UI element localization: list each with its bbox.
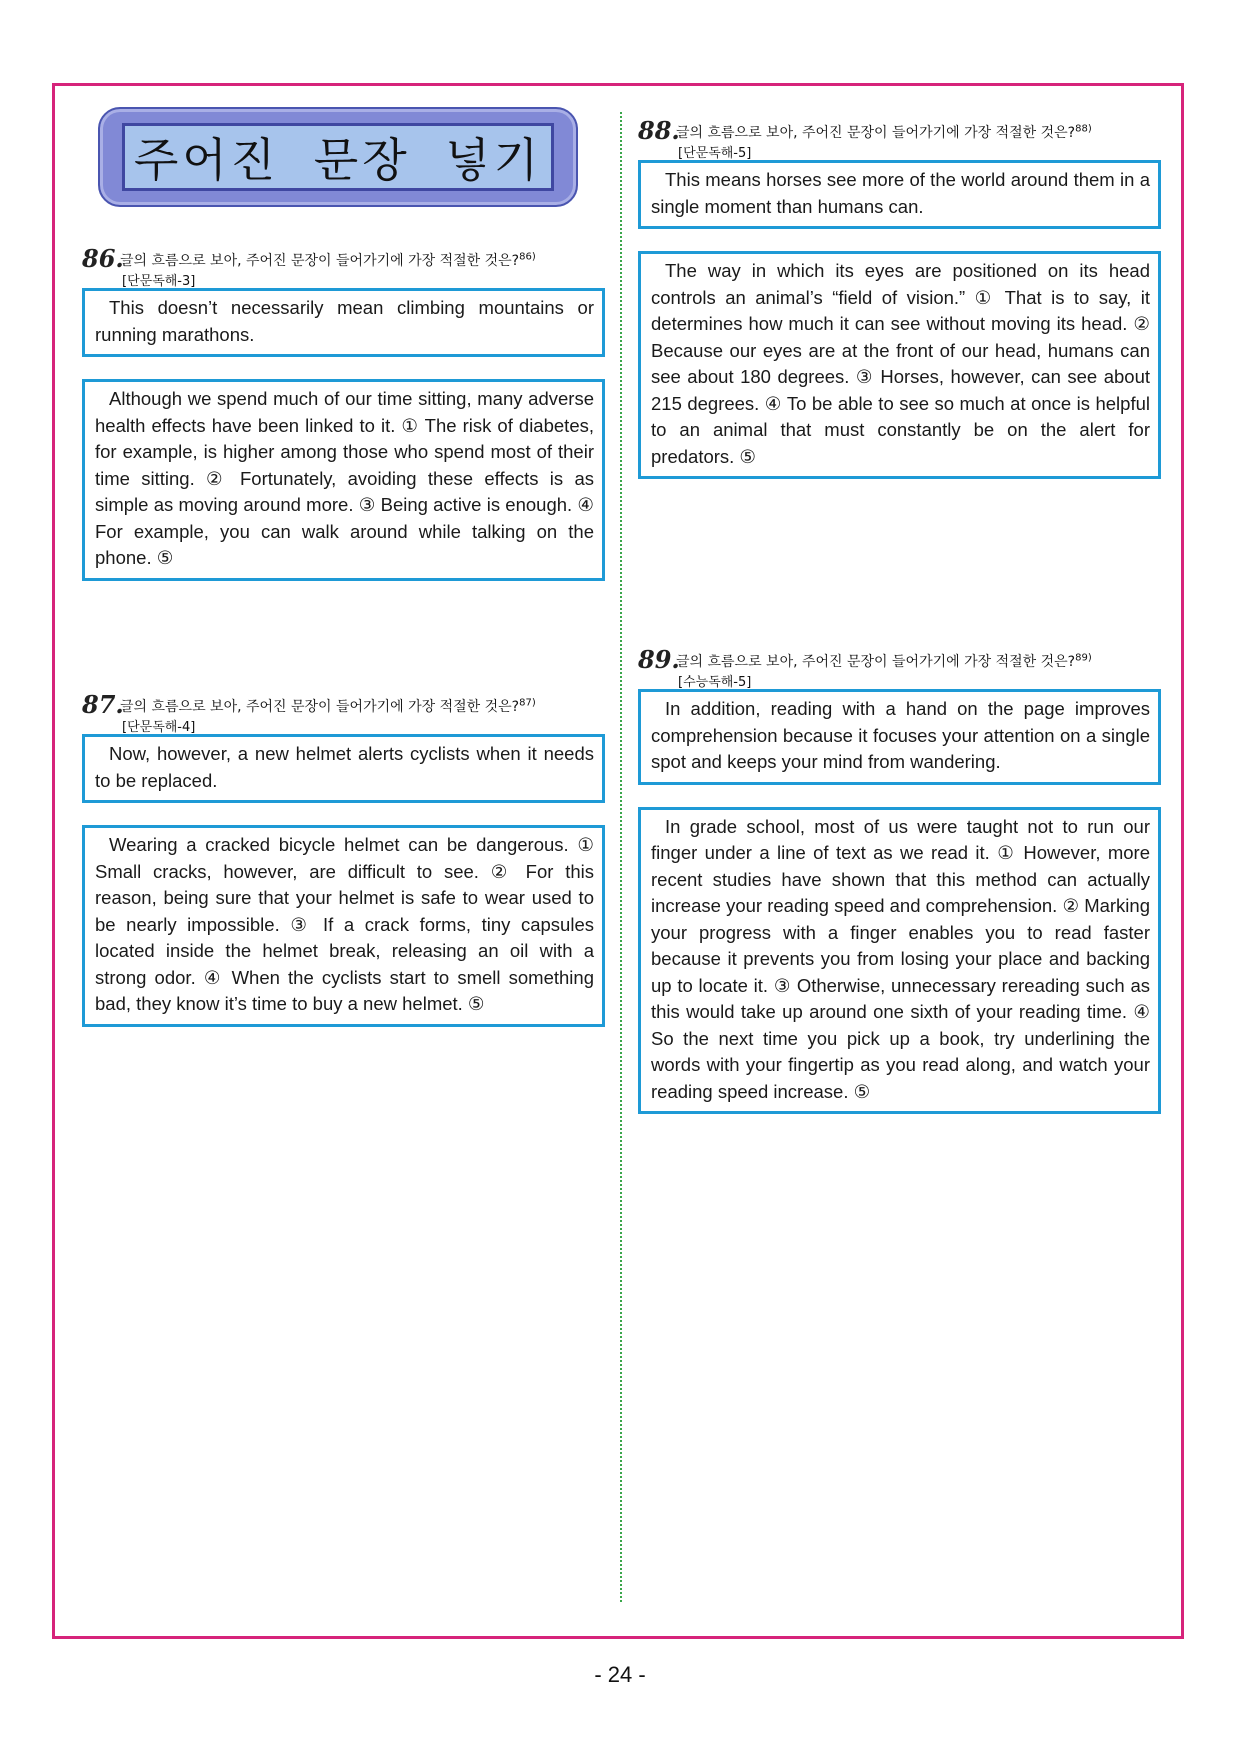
question-number: 89. [638,645,680,674]
given-sentence-box [638,689,1161,785]
given-sentence: Now, however, a new helmet alerts cyclists when it needs to be replaced. [95,743,594,791]
question-source: [단문독해-5] [678,146,752,161]
passage-text: The way in which its eyes are positioned on its head controls an animal’s “field of vision.” ① That is to say, it determines how much it can see without moving its head. ② Because our eyes are at the front of our head, humans can see about 180 degrees. ③ Horses, however, can see about 215 degrees. ④ To be able to see so much at once is helpful to an animal that must constantly be on the alert for predators. ⑤ [651,260,1150,467]
question-prompt: 글의 흐름으로 보아, 주어진 문장이 들어가기에 가장 적절한 것은?$^{88)}$ [676,123,1092,141]
question-header [82,244,605,288]
given-sentence-box [82,288,605,357]
passage-box [638,251,1161,479]
footnote-marker: 88) [1075,123,1092,135]
footnote-marker: 87) [519,697,536,709]
passage-text: Wearing a cracked bicycle helmet can be dangerous. ① Small cracks, however, are difficult to see. ② For this reason, being sure that your helmet is safe to wear used to be nearly impossible. ③ If a crack forms, tiny capsules located inside the helmet break, releasing an oil with a strong odor. ④ When the cyclists start to smell something bad, they know it’s time to buy a new helmet. ⑤ [95,834,594,1014]
question-87 [82,690,605,1027]
given-sentence: In addition, reading with a hand on the page improves comprehension because it focuses your attention on a single spot and keeps your mind from wandering. [651,698,1150,772]
passage-text: Although we spend much of our time sitting, many adverse health effects have been linked to it. ① The risk of diabetes, for example, is higher among those who spend most of their time sitting. ② Fortunately, avoiding these effects is as simple as moving around more. ③ Being active is enough. ④ For example, you can walk around while talking on the phone. ⑤ [95,388,594,568]
question-header [638,116,1161,160]
passage-box [638,807,1161,1115]
question-source: [수능독해-5] [678,675,752,690]
question-88 [638,116,1161,479]
given-sentence: This means horses see more of the world around them in a single moment than humans can. [651,169,1150,217]
question-prompt: 글의 흐름으로 보아, 주어진 문장이 들어가기에 가장 적절한 것은?$^{86)}$ [120,251,536,269]
given-sentence-box [638,160,1161,229]
page-number: - 24 - [594,1662,646,1687]
passage-text: In grade school, most of us were taught not to run our finger under a line of text as we read it. ① However, more recent studies have shown that this method can actually increase your reading speed and comprehension. ② Marking your progress with a finger enables you to read faster because it prevents you from losing your place and backing up to locate it. ③ Otherwise, unnecessary rereading such as this would take up around one sixth of your reading time. ④ So the next time you pick up a book, try underlining the words with your fingertip as you read along, and watch your reading speed increase. ⑤ [651,815,1150,1102]
title-banner [98,107,578,207]
passage-box [82,379,605,581]
question-86 [82,244,605,581]
question-number: 87. [82,690,124,719]
question-prompt: 글의 흐름으로 보아, 주어진 문장이 들어가기에 가장 적절한 것은?$^{89)}$ [676,652,1092,670]
question-number: 88. [638,116,680,145]
column-divider [620,112,622,1602]
question-source: [단문독해-4] [122,720,196,735]
given-sentence: This doesn’t necessarily mean climbing mountains or running marathons. [95,297,594,345]
footnote-marker: 89) [1075,652,1092,664]
passage-box [82,825,605,1027]
footnote-marker: 86) [519,251,536,263]
question-header [82,690,605,734]
question-prompt: 글의 흐름으로 보아, 주어진 문장이 들어가기에 가장 적절한 것은?$^{87)}$ [120,697,536,715]
question-number: 86. [82,244,124,273]
question-header [638,645,1161,689]
title-banner-inner [122,123,554,191]
question-89 [638,645,1161,1114]
given-sentence-box [82,734,605,803]
question-source: [단문독해-3] [122,274,196,289]
page-title: 주어진 문장 넣기 [133,133,543,187]
